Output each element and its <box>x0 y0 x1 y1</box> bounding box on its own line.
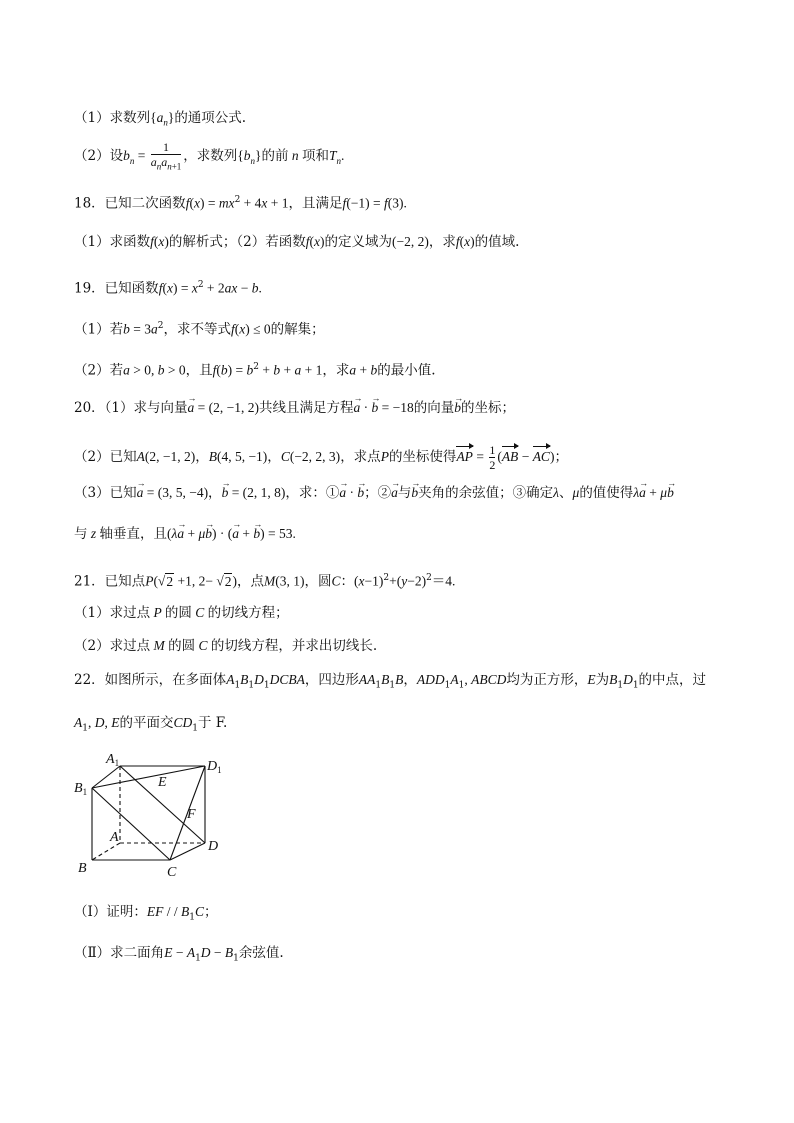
q19-stem: 19．已知函数$f(x) = x^2 + 2ax - b$. <box>74 280 262 297</box>
edge-B1C <box>92 788 170 860</box>
q20-part3-cont: 与 z 轴垂直，且(λ→ a + μ→ b) · (→ a + → b) = 53. <box>74 524 296 544</box>
q22-part1: （Ⅰ）证明：EF / / $B_1C$； <box>74 904 218 923</box>
label-E: E <box>158 775 167 790</box>
fraction: $\frac{1}{a_na_{n+1}}$ <box>150 140 182 172</box>
q21-part1: （1）求过点 P 的圆 C 的切线方程； <box>74 605 289 621</box>
edge-B1A1 <box>92 766 120 788</box>
q18-stem: 18．已知二次函数$f(x) = mx^2 + 4x + 1$，且满足f(−1) = f(3). <box>74 195 407 212</box>
q22-stem-cont: $A_1$, D, E的平面交$CD_1$于 F. <box>74 715 228 734</box>
edge-B1E <box>92 766 205 788</box>
q19-part1: （1）若$b = 3a^2$，求不等式f(x) ≤ 0的解集； <box>74 321 325 338</box>
label-D: D <box>208 839 219 854</box>
q18-parts: （1）求函数f(x)的解析式；（2）若函数f(x)的定义域为(−2, 2)，求f(x)的值域. <box>74 234 520 250</box>
q21-stem: 21．已知点P(√2 +1, 2− √2)，点M(3, 1)，圆C：$(x-1)^2+(y-2)^2=4$. <box>74 573 456 590</box>
q17-part1: （1）求数列$\{a_n\}$的通项公式. <box>74 110 247 128</box>
label-A1: $A_1$ <box>106 752 120 768</box>
label-C: C <box>167 865 177 880</box>
q20-part1: 20．（1）求与向量→ a = (2, −1, 2)共线且满足方程→ a · → b = −18的向量→ b的坐标； <box>74 398 515 418</box>
label-F: F <box>187 807 196 822</box>
polyhedron-figure <box>70 748 230 888</box>
label-B: B <box>78 861 87 876</box>
label-B1: $B_1$ <box>74 781 88 797</box>
label-A: A <box>110 830 119 845</box>
q17-part2: （2）设$b_n$ = $\frac{1}{a_na_{n+1}}$ ，求数列$\{b_n\}$的前 n 项和$T_n$. <box>74 140 345 172</box>
q19-part2: （2）若a > 0, b > 0，且$f(b) = b^2 + b + a + 1$，求a + b的最小值. <box>74 362 436 379</box>
edge-AB <box>92 843 120 860</box>
label-D1: $D_1$ <box>207 759 222 775</box>
q22-part2: （Ⅱ）求二面角$E - A_1D - B_1$余弦值. <box>74 945 284 964</box>
q21-part2: （2）求过点 M 的圆 C 的切线方程，并求出切线长. <box>74 638 378 654</box>
q20-part3: （3）已知→ a = (3, 5, −4)，→ b = (2, 1, 8)，求：①→ a · → b；②→ a与→ b夹角的余弦值；③确定λ、μ的值使得λ→ a + μ→ b <box>74 483 674 503</box>
q22-stem: 22．如图所示，在多面体$A_1B_1D_1DCBA$，四边形$AA_1B_1B$，$ADD_1A_1$, ABCD均为正方形，E为$B_1D_1$的中点，过 <box>74 672 707 691</box>
q20-part2: （2）已知A(2, −1, 2)，B(4, 5, −1)，C(−2, 2, 3)，求点P的坐标使得AP = $\frac{1}{2}$ (AB − AC)； <box>74 443 568 472</box>
